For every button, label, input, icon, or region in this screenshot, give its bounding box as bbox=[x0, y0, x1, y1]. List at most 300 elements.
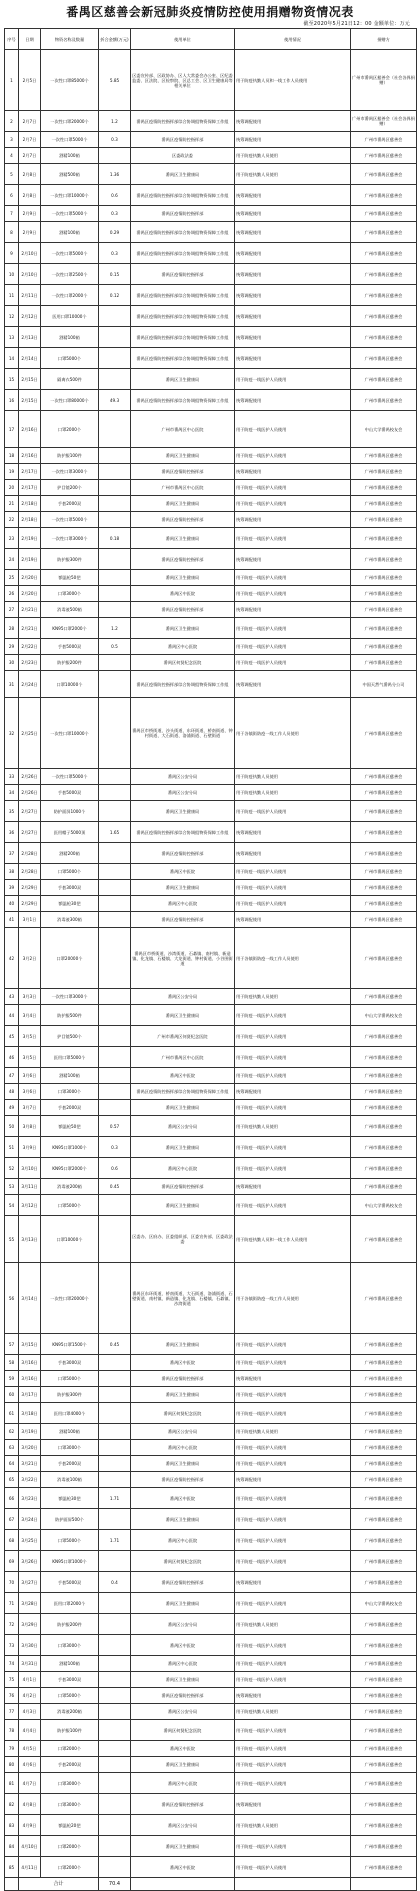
cell-amount bbox=[99, 586, 131, 602]
cell-donor: 广州市番禺区慈善会 bbox=[351, 1741, 417, 1757]
cell-date: 3月11日 bbox=[19, 1179, 41, 1195]
cell-unit: 番禺区卫生健康局 bbox=[131, 570, 235, 586]
cell-unit: 广州市番禺区中心医院 bbox=[131, 1047, 235, 1068]
cell-donor: 广州市番禺区慈善会 bbox=[351, 1656, 417, 1672]
cell-item: 口罩10000个 bbox=[41, 671, 99, 698]
document-title: 番禺区慈善会新冠肺炎疫情防控使用捐赠物资情况表 bbox=[66, 5, 354, 19]
cell-amount bbox=[99, 1263, 131, 1334]
cell-unit: 番禺区市桥街道、沙头街道、东环街道、桥南街道、钟村街道、大石街道、洛浦街道、石壁街道 bbox=[131, 698, 235, 769]
table-row bbox=[5, 1551, 417, 1572]
cell-item: 酒精100箱 bbox=[41, 148, 99, 164]
cell-item: 一次性口罩20000个 bbox=[41, 111, 99, 132]
cell-item: 医用口罩2000个 bbox=[41, 1593, 99, 1614]
cell-usage: 用于防疫一线医护人员使用 bbox=[235, 480, 351, 496]
cell-usage: 用于防疫一线医护人员使用 bbox=[235, 1551, 351, 1572]
table-row bbox=[5, 928, 417, 989]
table-row bbox=[5, 671, 417, 698]
cell-donor: 广州市番禺区慈善会 bbox=[351, 1720, 417, 1741]
cell-date: 3月15日 bbox=[19, 1334, 41, 1355]
cell-usage: 用于防疫执勤人员使用 bbox=[235, 1424, 351, 1440]
table-row bbox=[5, 1116, 417, 1137]
cell-usage: 统筹调配使用 bbox=[235, 1794, 351, 1815]
cell-item: 手套2000双 bbox=[41, 1456, 99, 1472]
cell-no: 39 bbox=[5, 880, 19, 896]
cell-date: 2月17日 bbox=[19, 480, 41, 496]
cell-amount: 1.2 bbox=[99, 111, 131, 132]
table-row bbox=[5, 1387, 417, 1403]
cell-item: 额温枪20把 bbox=[41, 1815, 99, 1836]
cell-donor: 广州市番禺区慈善会 bbox=[351, 1456, 417, 1472]
cell-unit: 番禺区疫情防控指挥部综合协调组物资保障工作组 bbox=[131, 1084, 235, 1100]
table-row bbox=[5, 206, 417, 222]
cell-no: 18 bbox=[5, 448, 19, 464]
cell-no: 30 bbox=[5, 655, 19, 671]
cell-no: 48 bbox=[5, 1084, 19, 1100]
cell-unit: 番禺区中心医院 bbox=[131, 1158, 235, 1179]
cell-usage: 用于防疫一线医护人员使用 bbox=[235, 1720, 351, 1741]
cell-item: 医用帽子5000顶 bbox=[41, 822, 99, 843]
cell-unit: 番禺区中心医院 bbox=[131, 1530, 235, 1551]
cell-item: 手套3000双 bbox=[41, 1672, 99, 1688]
cell-no: 35 bbox=[5, 801, 19, 822]
cell-unit: 番禺区中医院 bbox=[131, 1857, 235, 1878]
cell-item: 额温枪50把 bbox=[41, 1116, 99, 1137]
cell-usage: 用于防疫一线医护人员使用 bbox=[235, 448, 351, 464]
cell-usage: 统筹调配使用 bbox=[235, 671, 351, 698]
cell-unit: 番禺区卫生健康局 bbox=[131, 618, 235, 639]
cell-no: 85 bbox=[5, 1857, 19, 1878]
cell-amount bbox=[99, 411, 131, 448]
cell-donor: 广州市番禺区慈善会 bbox=[351, 1440, 417, 1456]
cell-item: 消毒液200箱 bbox=[41, 1704, 99, 1720]
cell-item: 一次性口罩5000个 bbox=[41, 769, 99, 785]
cell-no: 9 bbox=[5, 243, 19, 264]
cell-donor: 广州市番禺区慈善会 bbox=[351, 1068, 417, 1084]
cell-item: 医用口罩4000个 bbox=[41, 1403, 99, 1424]
cell-item: 防护服300件 bbox=[41, 1387, 99, 1403]
table-row bbox=[5, 164, 417, 185]
cell-item: 防护面屏500个 bbox=[41, 1509, 99, 1530]
table-row bbox=[5, 222, 417, 243]
cell-item: 防护服300件 bbox=[41, 549, 99, 570]
cell-unit: 番禺区卫生健康局 bbox=[131, 1387, 235, 1403]
cell-date: 4月8日 bbox=[19, 1794, 41, 1815]
cell-donor: 广州市番禺区慈善会 bbox=[351, 1572, 417, 1593]
total-cell-blank bbox=[351, 1878, 417, 1891]
cell-item: 一次性口罩10000个 bbox=[41, 185, 99, 206]
table-row bbox=[5, 1704, 417, 1720]
cell-item: 护目镜200个 bbox=[41, 480, 99, 496]
cell-usage: 统筹调配使用 bbox=[235, 1572, 351, 1593]
cell-unit: 番禺区卫生健康局 bbox=[131, 1334, 235, 1355]
cell-amount bbox=[99, 1688, 131, 1704]
cell-no: 49 bbox=[5, 1100, 19, 1116]
cell-unit: 番禺区疫情防控指挥部综合协调组物资保障工作组 bbox=[131, 243, 235, 264]
table-row bbox=[5, 1614, 417, 1635]
cell-unit: 番禺区卫生健康局 bbox=[131, 1836, 235, 1857]
cell-amount bbox=[99, 1773, 131, 1794]
header-usage: 使用情况 bbox=[235, 29, 351, 50]
cell-no: 62 bbox=[5, 1424, 19, 1440]
cell-no: 6 bbox=[5, 185, 19, 206]
cell-usage: 用于各镇街防疫一线工作人员使用 bbox=[235, 1263, 351, 1334]
cell-usage: 用于防疫一线医护人员使用 bbox=[235, 1334, 351, 1355]
cell-date: 4月5日 bbox=[19, 1741, 41, 1757]
cell-usage: 统筹调配使用 bbox=[235, 1179, 351, 1195]
cell-item: 一次性口罩3000个 bbox=[41, 989, 99, 1005]
cell-donor: 广州市番禺区慈善会 bbox=[351, 655, 417, 671]
cell-amount: 5.85 bbox=[99, 50, 131, 111]
cell-date: 3月13日 bbox=[19, 1216, 41, 1263]
cell-donor: 广州市番禺区慈善会 bbox=[351, 1551, 417, 1572]
cell-usage: 用于防疫一线医护人员使用 bbox=[235, 1509, 351, 1530]
cell-usage: 用于防疫一线医护人员使用 bbox=[235, 1068, 351, 1084]
table-row bbox=[5, 769, 417, 785]
cell-item: 医用口罩5000个 bbox=[41, 1047, 99, 1068]
table-row bbox=[5, 390, 417, 411]
cell-date: 3月6日 bbox=[19, 1084, 41, 1100]
cell-usage: 用于防疫执勤人员使用 bbox=[235, 785, 351, 801]
cell-usage: 用于防疫一线医护人员使用 bbox=[235, 496, 351, 512]
cell-donor: 广州市番禺区慈善会 bbox=[351, 164, 417, 185]
cell-item: 防护服200件 bbox=[41, 655, 99, 671]
cell-date: 2月21日 bbox=[19, 602, 41, 618]
table-row bbox=[5, 880, 417, 896]
cell-item: 一次性口罩5000个 bbox=[41, 206, 99, 222]
cell-no: 38 bbox=[5, 864, 19, 880]
cell-usage: 用于各镇街防疫一线工作人员使用 bbox=[235, 698, 351, 769]
cell-date: 3月5日 bbox=[19, 1026, 41, 1047]
cell-usage: 用于防疫一线医护人员使用 bbox=[235, 1005, 351, 1026]
header-date: 日期 bbox=[19, 29, 41, 50]
table-row bbox=[5, 1216, 417, 1263]
cell-date: 2月27日 bbox=[19, 801, 41, 822]
cell-donor: 广州市番禺区慈善会 bbox=[351, 1836, 417, 1857]
cell-unit: 番禺区卫生健康局 bbox=[131, 448, 235, 464]
document-subtitle: 截至2020年5月21日12：00 金额单位：万元 bbox=[303, 21, 410, 27]
cell-date: 2月20日 bbox=[19, 570, 41, 586]
cell-amount bbox=[99, 769, 131, 785]
cell-date: 4月10日 bbox=[19, 1836, 41, 1857]
cell-no: 12 bbox=[5, 306, 19, 327]
cell-item: 防护服100件 bbox=[41, 448, 99, 464]
cell-date: 3月3日 bbox=[19, 989, 41, 1005]
cell-usage: 用于防疫一线医护人员使用 bbox=[235, 655, 351, 671]
table-row bbox=[5, 1100, 417, 1116]
cell-unit: 番禺区疫情防控指挥部 bbox=[131, 1688, 235, 1704]
cell-amount: 1.36 bbox=[99, 164, 131, 185]
cell-date: 2月23日 bbox=[19, 655, 41, 671]
cell-no: 52 bbox=[5, 1158, 19, 1179]
cell-date: 2月18日 bbox=[19, 496, 41, 512]
cell-amount bbox=[99, 1355, 131, 1371]
cell-unit: 番禺区疫情防控指挥部综合协调组物资保障工作组 bbox=[131, 222, 235, 243]
cell-amount bbox=[99, 801, 131, 822]
cell-no: 66 bbox=[5, 1488, 19, 1509]
cell-usage: 用于防疫执勤人员使用 bbox=[235, 1116, 351, 1137]
cell-date: 3月20日 bbox=[19, 1440, 41, 1456]
cell-amount bbox=[99, 1216, 131, 1263]
cell-unit: 番禺区卫生健康局 bbox=[131, 1195, 235, 1216]
cell-date: 2月7日 bbox=[19, 111, 41, 132]
table-row bbox=[5, 369, 417, 390]
cell-date: 2月19日 bbox=[19, 549, 41, 570]
cell-no: 75 bbox=[5, 1672, 19, 1688]
cell-item: 口罩5000个 bbox=[41, 1371, 99, 1387]
cell-date: 2月8日 bbox=[19, 164, 41, 185]
cell-unit: 番禺区卫生健康局 bbox=[131, 369, 235, 390]
cell-donor: 广州市番禺区慈善会 bbox=[351, 1137, 417, 1158]
cell-item: 口罩2000个 bbox=[41, 1836, 99, 1857]
cell-date: 2月26日 bbox=[19, 785, 41, 801]
cell-donor: 广州市番禺区慈善会 bbox=[351, 348, 417, 369]
cell-usage: 统筹调配使用 bbox=[235, 1371, 351, 1387]
cell-date: 3月16日 bbox=[19, 1371, 41, 1387]
cell-item: KN95口罩2000个 bbox=[41, 1158, 99, 1179]
cell-unit: 区委宣传部、区政协办、区人大常委会办公室、区纪委监委、区法院、区检察院、区总工会、区卫生健康局等相关单位 bbox=[131, 50, 235, 111]
table-row bbox=[5, 264, 417, 285]
cell-usage: 用于防疫一线医护人员使用 bbox=[235, 1100, 351, 1116]
cell-donor: 中山大学番禺校友会 bbox=[351, 1005, 417, 1026]
cell-amount bbox=[99, 1387, 131, 1403]
cell-date: 2月11日 bbox=[19, 285, 41, 306]
cell-usage: 用于防疫一线医护人员使用 bbox=[235, 1026, 351, 1047]
cell-unit: 番禺区疫情防控指挥部 bbox=[131, 132, 235, 148]
cell-amount bbox=[99, 306, 131, 327]
cell-date: 4月3日 bbox=[19, 1704, 41, 1720]
table-row bbox=[5, 1263, 417, 1334]
cell-no: 76 bbox=[5, 1688, 19, 1704]
cell-date: 2月25日 bbox=[19, 698, 41, 769]
cell-amount: 1.71 bbox=[99, 1530, 131, 1551]
cell-date: 3月29日 bbox=[19, 1614, 41, 1635]
cell-amount: 0.57 bbox=[99, 1116, 131, 1137]
cell-no: 15 bbox=[5, 369, 19, 390]
cell-amount bbox=[99, 1472, 131, 1488]
table-row bbox=[5, 570, 417, 586]
cell-item: 一次性口罩20000个 bbox=[41, 1263, 99, 1334]
cell-no: 57 bbox=[5, 1334, 19, 1355]
cell-usage: 用于防疫一线医护人员使用 bbox=[235, 801, 351, 822]
cell-unit: 番禺区疫情防控指挥部 bbox=[131, 512, 235, 528]
table-row bbox=[5, 1026, 417, 1047]
cell-unit: 番禺区公安分局 bbox=[131, 1116, 235, 1137]
document-sheet bbox=[4, 0, 416, 1887]
cell-date: 3月17日 bbox=[19, 1387, 41, 1403]
cell-date: 3月25日 bbox=[19, 1530, 41, 1551]
cell-donor: 广州市番禺区慈善会 bbox=[351, 549, 417, 570]
cell-date: 4月1日 bbox=[19, 1672, 41, 1688]
cell-date: 3月4日 bbox=[19, 1005, 41, 1026]
cell-date: 3月21日 bbox=[19, 1456, 41, 1472]
cell-amount: 0.6 bbox=[99, 185, 131, 206]
cell-donor: 广州市番禺区慈善会 bbox=[351, 1334, 417, 1355]
cell-item: 口罩2000个 bbox=[41, 1741, 99, 1757]
header-unit: 使用单位 bbox=[131, 29, 235, 50]
cell-usage: 用于防疫一线医护人员使用 bbox=[235, 1757, 351, 1773]
cell-date: 2月18日 bbox=[19, 512, 41, 528]
cell-item: 额温枪30把 bbox=[41, 1488, 99, 1509]
cell-unit: 番禺区疫情防控指挥部综合协调组物资保障工作组 bbox=[131, 111, 235, 132]
cell-donor: 广州市番禺区慈善会 bbox=[351, 618, 417, 639]
cell-amount bbox=[99, 348, 131, 369]
cell-donor: 广州市番禺区慈善会 bbox=[351, 1355, 417, 1371]
cell-item: KN95口罩2000个 bbox=[41, 618, 99, 639]
cell-unit: 番禺区卫生健康局 bbox=[131, 1509, 235, 1530]
table-row bbox=[5, 111, 417, 132]
cell-item: 一次性口罩5000个 bbox=[41, 512, 99, 528]
cell-donor: 广州市番禺区慈善会 bbox=[351, 1488, 417, 1509]
cell-amount bbox=[99, 1440, 131, 1456]
cell-date: 3月23日 bbox=[19, 1488, 41, 1509]
cell-date: 2月10日 bbox=[19, 243, 41, 264]
cell-no: 23 bbox=[5, 528, 19, 549]
cell-donor: 广州市番禺区慈善会 bbox=[351, 1635, 417, 1656]
cell-usage: 统筹调配使用 bbox=[235, 132, 351, 148]
cell-usage: 统筹调配使用 bbox=[235, 912, 351, 928]
cell-donor: 广州市番禺区慈善会 bbox=[351, 570, 417, 586]
cell-no: 4 bbox=[5, 148, 19, 164]
cell-donor: 广州市番禺区慈善会 bbox=[351, 769, 417, 785]
cell-usage: 用于防疫执勤人员使用 bbox=[235, 1815, 351, 1836]
cell-unit: 广州市番禺区中心医院 bbox=[131, 411, 235, 448]
cell-unit: 番禺区疫情防控指挥部 bbox=[131, 1371, 235, 1387]
cell-amount bbox=[99, 480, 131, 496]
table-row bbox=[5, 1472, 417, 1488]
cell-item: 一次性口罩5000个 bbox=[41, 132, 99, 148]
cell-date: 2月22日 bbox=[19, 639, 41, 655]
table-row bbox=[5, 411, 417, 448]
table-row bbox=[5, 1720, 417, 1741]
cell-unit: 番禺区疫情防控指挥部综合协调组物资保障工作组 bbox=[131, 348, 235, 369]
cell-donor: 广州市番禺区慈善会 bbox=[351, 496, 417, 512]
cell-amount bbox=[99, 1047, 131, 1068]
cell-donor: 广州市番禺区慈善会 bbox=[351, 1084, 417, 1100]
cell-date: 2月17日 bbox=[19, 464, 41, 480]
table-row bbox=[5, 843, 417, 864]
cell-amount: 0.12 bbox=[99, 285, 131, 306]
table-row bbox=[5, 496, 417, 512]
cell-no: 73 bbox=[5, 1635, 19, 1656]
cell-amount bbox=[99, 496, 131, 512]
cell-no: 32 bbox=[5, 698, 19, 769]
cell-amount bbox=[99, 369, 131, 390]
cell-usage: 统筹调配使用 bbox=[235, 185, 351, 206]
cell-unit: 番禺区中医院 bbox=[131, 1488, 235, 1509]
cell-date: 3月19日 bbox=[19, 1424, 41, 1440]
total-cell-blank bbox=[235, 1878, 351, 1891]
cell-unit: 番禺区疫情防控指挥部综合协调组物资保障工作组 bbox=[131, 390, 235, 411]
cell-amount bbox=[99, 1794, 131, 1815]
cell-amount bbox=[99, 912, 131, 928]
cell-usage: 统筹调配使用 bbox=[235, 822, 351, 843]
cell-unit: 番禺区中心医院 bbox=[131, 896, 235, 912]
cell-donor: 广州市番禺区慈善会 bbox=[351, 464, 417, 480]
cell-amount bbox=[99, 1672, 131, 1688]
cell-unit: 番禺区疫情防控指挥部 bbox=[131, 602, 235, 618]
cell-unit: 区委政法委 bbox=[131, 148, 235, 164]
cell-date: 3月7日 bbox=[19, 1100, 41, 1116]
cell-donor: 广州市番禺区慈善会 bbox=[351, 369, 417, 390]
cell-unit: 番禺区公安分局 bbox=[131, 1704, 235, 1720]
table-row bbox=[5, 1488, 417, 1509]
table-row bbox=[5, 243, 417, 264]
cell-donor: 广州市番禺区慈善会 bbox=[351, 1263, 417, 1334]
table-row bbox=[5, 1773, 417, 1794]
cell-donor: 广州市番禺区慈善会（社会各界捐赠） bbox=[351, 50, 417, 111]
cell-unit: 番禺区中医院 bbox=[131, 586, 235, 602]
cell-no: 43 bbox=[5, 989, 19, 1005]
cell-date: 2月10日 bbox=[19, 264, 41, 285]
cell-donor: 广州市番禺区慈善会 bbox=[351, 1026, 417, 1047]
table-row bbox=[5, 602, 417, 618]
cell-amount bbox=[99, 1757, 131, 1773]
cell-date: 2月19日 bbox=[19, 528, 41, 549]
cell-date: 2月28日 bbox=[19, 843, 41, 864]
cell-donor: 中国天然气番禺分公司 bbox=[351, 671, 417, 698]
table-row bbox=[5, 1836, 417, 1857]
cell-donor: 广州市番禺区慈善会 bbox=[351, 1704, 417, 1720]
cell-unit: 番禺区何贤纪念医院 bbox=[131, 1403, 235, 1424]
cell-amount: 0.29 bbox=[99, 222, 131, 243]
cell-date: 3月28日 bbox=[19, 1593, 41, 1614]
table-row bbox=[5, 1794, 417, 1815]
cell-item: 手套3000双 bbox=[41, 1355, 99, 1371]
cell-date: 2月15日 bbox=[19, 390, 41, 411]
cell-usage: 用于防疫一线医护人员使用 bbox=[235, 1593, 351, 1614]
cell-no: 65 bbox=[5, 1472, 19, 1488]
cell-unit: 番禺区疫情防控指挥部综合协调组物资保障工作组 bbox=[131, 185, 235, 206]
cell-date: 3月5日 bbox=[19, 1047, 41, 1068]
cell-unit: 番禺区中医院 bbox=[131, 1741, 235, 1757]
donation-table bbox=[4, 28, 417, 1891]
table-row bbox=[5, 1424, 417, 1440]
cell-usage: 统筹调配使用 bbox=[235, 549, 351, 570]
cell-date: 2月5日 bbox=[19, 50, 41, 111]
cell-donor: 广州市番禺区慈善会 bbox=[351, 639, 417, 655]
cell-unit: 番禺区市桥街道、沙湾街道、石碁镇、南村镇、新造镇、化龙镇、石楼镇、大龙街道、钟村街道、小谷围街道 bbox=[131, 928, 235, 989]
cell-no: 84 bbox=[5, 1836, 19, 1857]
cell-amount bbox=[99, 1635, 131, 1656]
cell-donor: 广州市番禺区慈善会 bbox=[351, 928, 417, 989]
cell-date: 2月15日 bbox=[19, 369, 41, 390]
cell-unit: 番禺区卫生健康局 bbox=[131, 801, 235, 822]
cell-date: 4月7日 bbox=[19, 1773, 41, 1794]
cell-item: 手套2000双 bbox=[41, 1100, 99, 1116]
cell-date: 3月1日 bbox=[19, 912, 41, 928]
cell-unit: 番禺区中心医院 bbox=[131, 1440, 235, 1456]
cell-amount bbox=[99, 1509, 131, 1530]
cell-amount: 0.3 bbox=[99, 206, 131, 222]
cell-usage: 用于防疫一线医护人员使用 bbox=[235, 1355, 351, 1371]
cell-unit: 番禺区何贤纪念医院 bbox=[131, 1720, 235, 1741]
cell-donor: 广州市番禺区慈善会 bbox=[351, 1047, 417, 1068]
cell-no: 40 bbox=[5, 896, 19, 912]
cell-date: 2月14日 bbox=[19, 348, 41, 369]
cell-date: 3月9日 bbox=[19, 1137, 41, 1158]
cell-amount bbox=[99, 1593, 131, 1614]
table-row bbox=[5, 639, 417, 655]
cell-donor: 广州市番禺区慈善会 bbox=[351, 1509, 417, 1530]
cell-amount: 0.4 bbox=[99, 1572, 131, 1593]
cell-date: 2月27日 bbox=[19, 822, 41, 843]
cell-usage: 统筹调配使用 bbox=[235, 348, 351, 369]
cell-unit: 番禺区公安分局 bbox=[131, 785, 235, 801]
cell-donor: 广州市番禺区慈善会 bbox=[351, 1773, 417, 1794]
cell-usage: 用于各镇街防疫一线工作人员使用 bbox=[235, 928, 351, 989]
table-body bbox=[5, 50, 417, 1878]
cell-usage: 用于防疫一线医护人员使用 bbox=[235, 369, 351, 390]
